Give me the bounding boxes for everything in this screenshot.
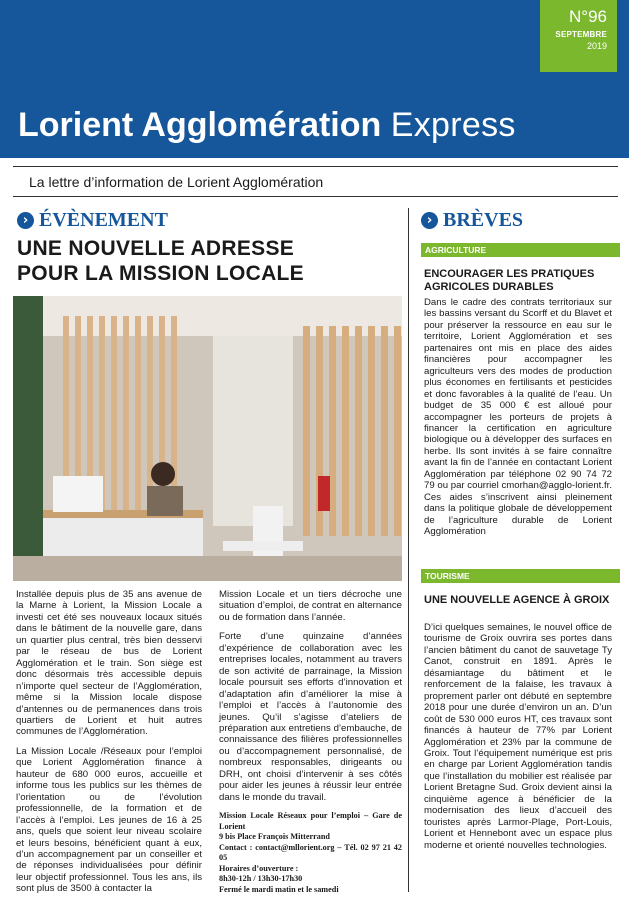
contact-hours-label: Horaires d’ouverture : xyxy=(219,863,299,873)
brief-body-tourisme: D’ici quelques semaines, le nouvel office de tourisme de Groix ouvrira ses portes dans l’ancien bâtiment du canot de sauvetage Ty Canot, construit en 1891. Après le désamiantage du bâtiment et le renforcement de la falaise, les travaux à proprement parler ont débuté en septembre 2018 pour une durée d’environ un an. D’un coût de 530 000 euros HT, ces travaux sont financés à hauteur de 77% par Lorient Agglomération et 23% par la commune de Groix. Tout l’équipement numérique est pris en charge par Lorient Agglomération tandis que l’installation du mobilier est réalisée par Lorient Bretagne Sud. Groix devient ainsi la cinquième agence à bénéficier de la modernisation des lieux d’accueil des touristes après Larmor-Plage, Port-Louis, Lorient et Hennebont avec un espace plus moderne et orienté nouvelles technologies. xyxy=(424,622,612,851)
brief-body-agriculture: Dans le cadre des contrats territoriaux sur les bassins versant du Scorff et du Blavet et pour préserver la ressource en eau sur le territoire, Lorient Agglomération et ses partenaires ont mis en place des aides financières pour accompagner les agriculteurs vers des modes de production plus économes en fertilisants et pesticides et donc favorables à la qualité de l’eau. Un budget de 35 000 € est alloué pour accompagner les porteurs de projets à financer la certification en agriculture biologique ou à développer des surfaces en herbe. Ils sont invités à se faire connaître avant la fin de l’année en contactant Lorient Agglomération par téléphone 02 90 74 72 79 ou par courriel cmorhan@agglo-lorient.fr. Ces aides s’inscrivent ainsi pleinement dans la politique globale de développement de l’agriculture durable de Lorient Agglomération xyxy=(424,297,612,538)
brief-title-agriculture: ENCOURAGER LES PRATIQUES AGRICOLES DURABLES xyxy=(424,268,595,293)
tagline: La lettre d’information de Lorient Agglomération xyxy=(29,174,324,190)
article-column-2 xyxy=(219,589,402,895)
column-divider xyxy=(408,208,409,892)
brand-light: Express xyxy=(390,106,516,144)
section-heading-breves xyxy=(421,209,523,231)
brand-title xyxy=(18,103,516,147)
tag-agriculture: AGRICULTURE xyxy=(421,243,620,257)
article-title: UNE NOUVELLE ADRESSE POUR LA MISSION LOCALE xyxy=(17,237,304,285)
tag-tourisme: TOURISME xyxy=(421,569,620,583)
masthead xyxy=(0,0,629,158)
article-paragraph: La Mission Locale /Réseaux pour l’emploi que Lorient Agglomération finance à hauteur de 680 000 euros, accueille et informe tous les publics sur les thèmes de l’orientation ou de l’évolution professionnelle, de la formation et de l’accès à l’emploi. Les jeunes de 16 à 25 ans, quels que soient leur niveau scolaire et leurs besoins, bénéficient quant à eux, d’un accompagnement par un conseiller et de réponses individualisées pour définir leur objectif professionnel. Tous les ans, ils sont plus de 3500 à contacter la xyxy=(16,745,202,895)
issue-badge xyxy=(540,0,617,72)
section-heading-event xyxy=(17,209,168,231)
article-paragraph: Mission Locale et un tiers décroche une situation d’emploi, de contrat en alternance ou de formation dans l’année. xyxy=(219,589,402,623)
article-paragraph: Installée depuis plus de 35 ans avenue de la Marne à Lorient, la Mission Locale a investi cet été ses nouveaux locaux situés dans le bâtiment de la nouvelle gare, dans un quartier plus central, très bien desservi par le réseau de bus de Lorient Agglomération et le train. Son siège est donc désormais très accessible depuis n’importe quel secteur de l’Agglomération, même si la Mission locale dispose d’antennes ou de permanences dans trois quartiers de Lorient et huit autres communes de l’Agglomération. xyxy=(16,589,202,738)
section-label-event: ÉVÈNEMENT xyxy=(39,209,168,231)
contact-address: 9 bis Place François Mitterrand xyxy=(219,832,330,842)
article-photo xyxy=(13,296,402,581)
article-paragraph: Forte d’une quinzaine d’années d’expérience de collaboration avec les entreprises locales, notamment au travers de son activité de parrainage, la Mission locale poursuit ses efforts d’innovation et d’adaptation afin d’améliorer la mise à l’emploi et l’accès à l’autonomie des jeunes. Qu’il s’agisse d’ateliers de préparation aux entretiens d’embauche, de connaissance des filières professionnelles ou d’accompagnement personnalisé, de nombreux responsables, dirigeants ou DRH, ont choisi d’intervenir à ses côtés pour aider les jeunes à réussir leur entrée dans le monde du travail. xyxy=(219,631,402,803)
chevron-circle-icon: › xyxy=(17,212,34,229)
issue-number: N°96 xyxy=(569,7,607,26)
contact-hours: 8h30-12h / 13h30-17h30 xyxy=(219,874,303,884)
contact-closed: Fermé le mardi matin et le samedi xyxy=(219,884,339,894)
top-rule xyxy=(13,166,618,167)
issue-year: 2019 xyxy=(586,41,607,51)
office-interior-illustration xyxy=(13,296,402,581)
chevron-circle-icon: › xyxy=(421,212,438,229)
contact-block xyxy=(219,811,402,895)
contact-name: Mission Locale Réseaux pour l’emploi – Gare de Lorient xyxy=(219,811,402,831)
article-column-1 xyxy=(16,589,202,903)
contact-info: Contact : contact@mllorient.org – Tél. 02 97 21 42 05 xyxy=(219,842,402,863)
issue-month: SEPTEMBRE xyxy=(555,30,607,39)
section-label-breves: BRÈVES xyxy=(443,209,524,231)
bottom-rule xyxy=(13,196,618,197)
brief-title-tourisme: UNE NOUVELLE AGENCE À GROIX xyxy=(424,594,610,606)
brand-bold: Lorient Agglomération xyxy=(18,106,382,144)
